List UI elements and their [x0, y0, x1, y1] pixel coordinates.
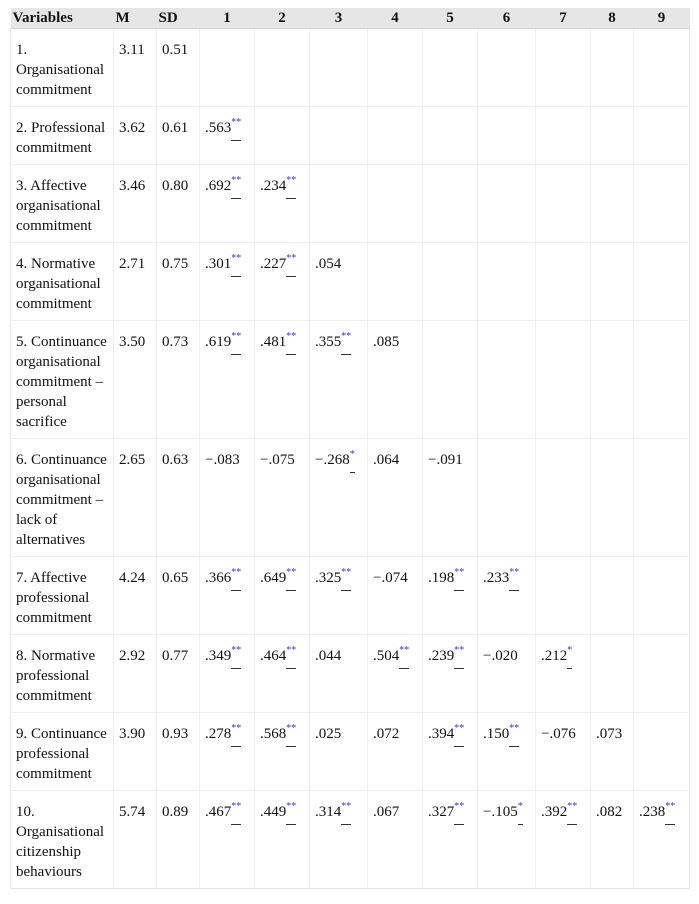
correlation-value: .692	[205, 178, 232, 194]
correlation-cell	[310, 439, 368, 557]
mean-value: 2.71	[114, 243, 157, 321]
correlation-cell	[310, 791, 368, 889]
header-cell: M	[114, 8, 157, 29]
correlation-cell	[634, 243, 690, 321]
correlation-cell	[310, 557, 368, 635]
correlation-cell	[423, 635, 478, 713]
correlation-cell	[478, 439, 536, 557]
table-row	[11, 791, 690, 889]
significance-marker[interactable]: **	[231, 801, 242, 812]
table-row	[11, 165, 690, 243]
correlation-value: .392	[541, 804, 568, 820]
correlation-cell	[423, 713, 478, 791]
correlation-value: .464	[260, 648, 287, 664]
variable-label: 6. Continuance organisational commitment – lack of alternatives	[11, 439, 114, 557]
correlation-value: −.268	[315, 452, 350, 468]
correlation-cell	[536, 557, 591, 635]
mean-value: 5.74	[114, 791, 157, 889]
correlation-cell	[310, 243, 368, 321]
significance-marker[interactable]: **	[286, 175, 297, 186]
correlation-value: .238	[639, 804, 666, 820]
correlation-cell	[200, 791, 255, 889]
significance-marker[interactable]: **	[286, 801, 297, 812]
correlation-cell	[536, 321, 591, 439]
sd-value: 0.80	[157, 165, 200, 243]
significance-marker[interactable]: **	[454, 801, 465, 812]
significance-marker[interactable]: **	[454, 645, 465, 656]
significance-marker[interactable]: **	[341, 801, 352, 812]
table-row	[11, 243, 690, 321]
correlation-cell	[591, 439, 634, 557]
correlation-cell	[368, 791, 423, 889]
correlation-cell	[255, 713, 310, 791]
variable-label: 4. Normative organisational commitment	[11, 243, 114, 321]
correlation-value: .212	[541, 648, 568, 664]
significance-marker[interactable]: **	[231, 567, 242, 578]
significance-marker[interactable]: *	[349, 449, 355, 460]
mean-value: 2.65	[114, 439, 157, 557]
correlation-cell	[310, 29, 368, 107]
correlation-cell	[368, 557, 423, 635]
correlation-cell	[591, 791, 634, 889]
correlation-cell	[200, 107, 255, 165]
mean-value: 3.46	[114, 165, 157, 243]
correlation-cell	[368, 243, 423, 321]
table-row	[11, 439, 690, 557]
correlation-cell	[591, 107, 634, 165]
correlation-cell	[478, 165, 536, 243]
correlation-value: .467	[205, 804, 232, 820]
correlation-cell	[368, 29, 423, 107]
significance-marker[interactable]: **	[286, 723, 297, 734]
significance-marker[interactable]: **	[231, 645, 242, 656]
correlation-cell	[423, 439, 478, 557]
correlation-value: .325	[315, 570, 342, 586]
correlation-cell	[478, 29, 536, 107]
header-cell: 8	[591, 8, 634, 29]
correlation-value: .054	[315, 256, 342, 272]
correlation-cell	[634, 713, 690, 791]
header-cell: 1	[200, 8, 255, 29]
sd-value: 0.75	[157, 243, 200, 321]
correlation-cell	[255, 107, 310, 165]
table-row	[11, 557, 690, 635]
significance-marker[interactable]: **	[231, 723, 242, 734]
correlation-value: −.020	[483, 648, 518, 664]
header-variables: Variables	[11, 8, 114, 29]
table-row	[11, 107, 690, 165]
sd-value: 0.65	[157, 557, 200, 635]
correlation-value: .568	[260, 726, 287, 742]
correlation-cell	[591, 165, 634, 243]
correlation-cell	[478, 557, 536, 635]
variable-label: 1. Organisational commitment	[11, 29, 114, 107]
mean-value: 2.92	[114, 635, 157, 713]
correlation-cell	[634, 439, 690, 557]
correlation-value: .355	[315, 334, 342, 350]
header-cell: 5	[423, 8, 478, 29]
correlation-value: .072	[373, 726, 400, 742]
correlation-cell	[478, 107, 536, 165]
sd-value: 0.63	[157, 439, 200, 557]
correlation-value: .449	[260, 804, 287, 820]
correlation-cell	[310, 321, 368, 439]
correlation-cell	[478, 713, 536, 791]
correlation-cell	[536, 29, 591, 107]
correlation-cell	[536, 791, 591, 889]
correlation-cell	[423, 29, 478, 107]
mean-value: 3.90	[114, 713, 157, 791]
correlation-cell	[423, 165, 478, 243]
significance-marker[interactable]: **	[286, 645, 297, 656]
significance-marker[interactable]: **	[454, 723, 465, 734]
correlation-cell	[634, 557, 690, 635]
variable-label: 8. Normative professional commitment	[11, 635, 114, 713]
correlation-cell	[368, 635, 423, 713]
sd-value: 0.61	[157, 107, 200, 165]
correlation-cell	[423, 107, 478, 165]
correlation-cell	[634, 165, 690, 243]
significance-marker[interactable]: **	[231, 117, 242, 128]
variable-label: 9. Continuance professional commitment	[11, 713, 114, 791]
significance-marker[interactable]: *	[517, 801, 523, 812]
correlation-value: .349	[205, 648, 232, 664]
correlation-cell	[310, 713, 368, 791]
table-row	[11, 635, 690, 713]
significance-marker[interactable]: **	[341, 567, 352, 578]
correlation-value: .067	[373, 804, 400, 820]
correlation-value: .619	[205, 334, 232, 350]
correlation-cell	[200, 635, 255, 713]
correlation-cell	[634, 29, 690, 107]
variable-label: 10. Organisational citizenship behaviours	[11, 791, 114, 889]
correlation-cell	[310, 107, 368, 165]
correlation-cell	[368, 107, 423, 165]
header-cell: 4	[368, 8, 423, 29]
correlation-cell	[200, 321, 255, 439]
correlation-cell	[255, 165, 310, 243]
sd-value: 0.89	[157, 791, 200, 889]
correlation-value: .327	[428, 804, 455, 820]
correlation-cell	[478, 243, 536, 321]
correlation-value: .366	[205, 570, 232, 586]
correlation-value: −.076	[541, 726, 576, 742]
correlation-cell	[591, 713, 634, 791]
significance-marker[interactable]: **	[231, 175, 242, 186]
correlation-cell	[536, 243, 591, 321]
correlation-cell	[423, 791, 478, 889]
correlation-cell	[423, 243, 478, 321]
correlation-value: .082	[596, 804, 623, 820]
correlation-cell	[591, 243, 634, 321]
header-cell: 9	[634, 8, 690, 29]
correlation-cell	[255, 791, 310, 889]
correlation-cell	[255, 29, 310, 107]
header-row	[11, 8, 690, 29]
variable-label: 3. Affective organisational commitment	[11, 165, 114, 243]
significance-marker[interactable]: **	[341, 331, 352, 342]
correlation-cell	[591, 635, 634, 713]
significance-marker[interactable]: **	[665, 801, 676, 812]
correlation-cell	[200, 439, 255, 557]
correlation-cell	[478, 635, 536, 713]
correlation-cell	[423, 557, 478, 635]
header-cell: 2	[255, 8, 310, 29]
correlation-cell	[634, 321, 690, 439]
header-cell: 7	[536, 8, 591, 29]
correlation-cell	[591, 557, 634, 635]
mean-value: 4.24	[114, 557, 157, 635]
significance-marker[interactable]: **	[286, 567, 297, 578]
correlation-cell	[423, 321, 478, 439]
header-cell: 3	[310, 8, 368, 29]
correlation-cell	[200, 243, 255, 321]
correlation-cell	[536, 165, 591, 243]
correlation-value: .227	[260, 256, 287, 272]
significance-marker[interactable]: **	[454, 567, 465, 578]
correlation-value: −.074	[373, 570, 408, 586]
correlation-cell	[536, 439, 591, 557]
correlation-value: −.083	[205, 452, 240, 468]
correlation-cell	[255, 321, 310, 439]
correlation-cell	[310, 165, 368, 243]
correlation-value: .044	[315, 648, 342, 664]
correlation-cell	[255, 439, 310, 557]
correlation-value: .150	[483, 726, 510, 742]
correlation-cell	[200, 557, 255, 635]
mean-value: 3.62	[114, 107, 157, 165]
correlation-cell	[200, 165, 255, 243]
table-body	[11, 29, 690, 889]
correlation-cell	[255, 243, 310, 321]
correlation-cell	[368, 713, 423, 791]
correlation-cell	[368, 165, 423, 243]
correlation-value: .481	[260, 334, 287, 350]
correlation-value: .649	[260, 570, 287, 586]
correlation-cell	[368, 439, 423, 557]
correlation-cell	[536, 107, 591, 165]
correlation-cell	[255, 557, 310, 635]
correlation-cell	[478, 321, 536, 439]
correlation-value: −.075	[260, 452, 295, 468]
correlation-table	[10, 8, 690, 889]
table-row	[11, 713, 690, 791]
table-row	[11, 321, 690, 439]
significance-marker[interactable]: **	[509, 723, 520, 734]
correlation-cell	[536, 635, 591, 713]
correlation-value: .278	[205, 726, 232, 742]
variable-label: 5. Continuance organisational commitment – personal sacrifice	[11, 321, 114, 439]
correlation-value: .504	[373, 648, 400, 664]
correlation-cell	[255, 635, 310, 713]
correlation-cell	[634, 635, 690, 713]
significance-marker[interactable]: **	[399, 645, 410, 656]
correlation-value: .085	[373, 334, 400, 350]
correlation-cell	[591, 321, 634, 439]
correlation-value: .314	[315, 804, 342, 820]
table-row	[11, 29, 690, 107]
significance-marker[interactable]: **	[231, 331, 242, 342]
significance-marker[interactable]: **	[286, 253, 297, 264]
correlation-cell	[478, 791, 536, 889]
correlation-cell	[200, 29, 255, 107]
sd-value: 0.51	[157, 29, 200, 107]
significance-marker[interactable]: **	[509, 567, 520, 578]
significance-marker[interactable]: *	[567, 645, 573, 656]
correlation-value: .025	[315, 726, 342, 742]
mean-value: 3.50	[114, 321, 157, 439]
correlation-value: .073	[596, 726, 623, 742]
correlation-value: .394	[428, 726, 455, 742]
sd-value: 0.77	[157, 635, 200, 713]
correlation-cell	[310, 635, 368, 713]
correlation-cell	[368, 321, 423, 439]
significance-marker[interactable]: **	[567, 801, 578, 812]
variable-label: 2. Professional commitment	[11, 107, 114, 165]
correlation-cell	[634, 107, 690, 165]
correlation-value: .234	[260, 178, 287, 194]
significance-marker[interactable]: **	[231, 253, 242, 264]
correlation-value: .198	[428, 570, 455, 586]
correlation-cell	[591, 29, 634, 107]
correlation-cell	[200, 713, 255, 791]
correlation-value: .301	[205, 256, 232, 272]
correlation-value: −.105	[483, 804, 518, 820]
significance-marker[interactable]: **	[286, 331, 297, 342]
header-cell: 6	[478, 8, 536, 29]
correlation-value: .239	[428, 648, 455, 664]
correlation-value: .233	[483, 570, 510, 586]
mean-value: 3.11	[114, 29, 157, 107]
correlation-value: .563	[205, 120, 232, 136]
correlation-cell	[634, 791, 690, 889]
sd-value: 0.73	[157, 321, 200, 439]
correlation-cell	[536, 713, 591, 791]
header-cell: SD	[157, 8, 200, 29]
sd-value: 0.93	[157, 713, 200, 791]
variable-label: 7. Affective professional commitment	[11, 557, 114, 635]
correlation-value: −.091	[428, 452, 463, 468]
correlation-value: .064	[373, 452, 400, 468]
